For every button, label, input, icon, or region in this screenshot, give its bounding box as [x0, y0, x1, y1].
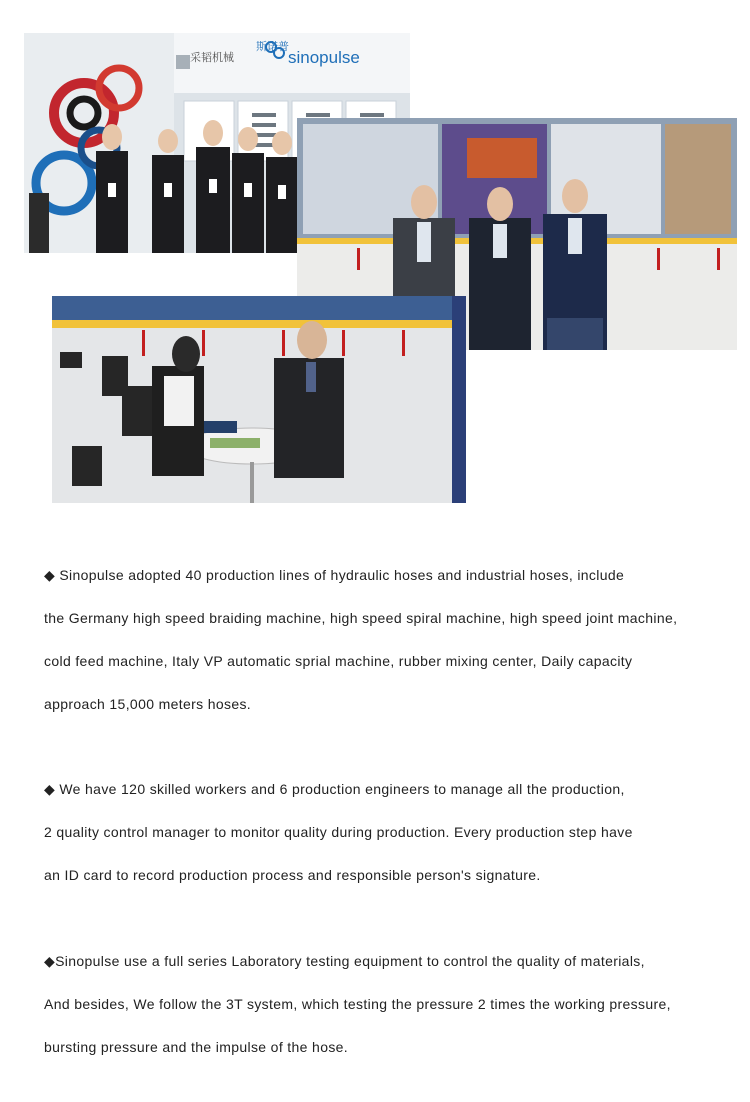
text-line: ◆ We have 120 skilled workers and 6 production engineers to manage all the production, [44, 781, 625, 797]
paragraph-testing [44, 940, 744, 1069]
text-line: bursting pressure and the impulse of the hose. [44, 1039, 349, 1055]
sign-cn-company: 采韬机械 [190, 51, 234, 64]
text-line: And besides, We follow the 3T system, which testing the pressure 2 times the working pressure, [44, 996, 671, 1012]
paragraph-workers [44, 768, 744, 897]
text-line: an ID card to record production process and responsible person's signature. [44, 867, 541, 883]
meeting-photo [52, 296, 466, 503]
text-line: the Germany high speed braiding machine, high speed spiral machine, high speed joint machine, [44, 610, 678, 626]
text-line: cold feed machine, Italy VP automatic sprial machine, rubber mixing center, Daily capacity [44, 653, 633, 669]
sign-brand: sinopulse [288, 48, 360, 67]
paragraph-production-lines [44, 554, 744, 726]
text-line: approach 15,000 meters hoses. [44, 696, 252, 712]
text-line: ◆Sinopulse use a full series Laboratory testing equipment to control the quality of materials, [44, 953, 645, 969]
text-line: 2 quality control manager to monitor quality during production. Every production step have [44, 824, 633, 840]
sign-cn-brand: 斯诺普 [256, 40, 289, 53]
text-line: ◆ Sinopulse adopted 40 production lines of hydraulic hoses and industrial hoses, include [44, 567, 625, 583]
